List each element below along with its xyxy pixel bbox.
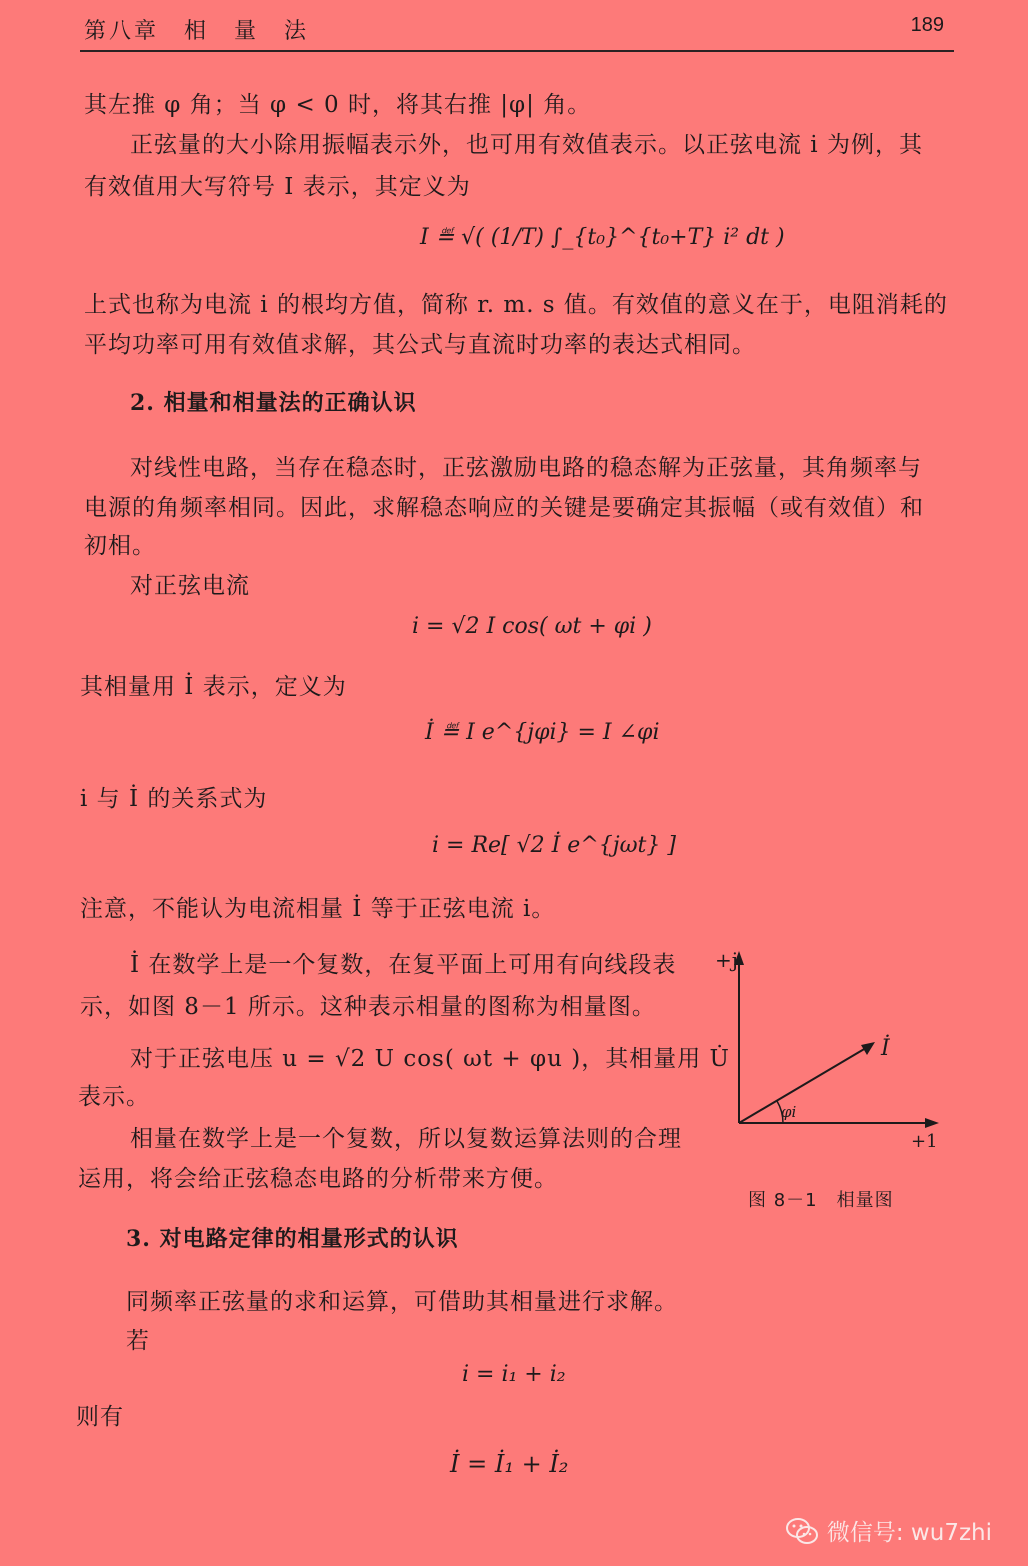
phasor-sum-formula: İ = İ₁ + İ₂ — [450, 1450, 569, 1478]
paragraph-line: 电源的角频率相同。因此，求解稳态响应的关键是要确定其振幅（或有效值）和 — [84, 495, 924, 521]
rms-definition-formula: I ≝ √( (1/T) ∫_{t₀}^{t₀+T} i² dt ) — [420, 225, 785, 250]
figure-caption: 图 8－1 相量图 — [748, 1190, 894, 1211]
section-heading: 3. 对电路定律的相量形式的认识 — [126, 1226, 459, 1252]
paragraph-line: 注意，不能认为电流相量 İ 等于正弦电流 i。 — [80, 896, 556, 922]
vector-label: İ — [881, 1036, 890, 1061]
real-axis-label: +1 — [911, 1131, 938, 1152]
section-heading: 2. 相量和相量法的正确认识 — [130, 390, 417, 416]
paragraph-line: 其左推 φ 角；当 φ < 0 时，将其右推 |φ| 角。 — [84, 92, 592, 118]
paragraph-line: 对于正弦电压 u = √2 U cos( ωt + φu )，其相量用 U̇ — [130, 1046, 730, 1072]
header-divider — [80, 50, 954, 52]
phasor-diagram — [715, 945, 950, 1155]
paragraph-line: 上式也称为电流 i 的根均方值，简称 r. m. s 值。有效值的意义在于，电阻消耗的 — [84, 292, 948, 318]
watermark-text: 微信号: wu7zhi — [826, 1520, 992, 1546]
angle-label: φi — [781, 1103, 797, 1121]
chapter-title: 第八章 相 量 法 — [84, 19, 310, 44]
paragraph-line: 同频率正弦量的求和运算，可借助其相量进行求解。 — [126, 1289, 678, 1315]
phasor-definition-formula: İ ≝ I e^{jφi} = I ∠φi — [425, 720, 660, 745]
paragraph-line: 若 — [126, 1328, 150, 1354]
paragraph-line: 表示。 — [78, 1084, 150, 1110]
paragraph-line: İ 在数学上是一个复数，在复平面上可用有向线段表 — [130, 952, 677, 978]
phasor-vector-arrow — [861, 1042, 875, 1055]
paragraph-line: i 与 İ 的关系式为 — [80, 786, 268, 812]
paragraph-line: 则有 — [76, 1404, 124, 1430]
paragraph-line: 对线性电路，当存在稳态时，正弦激励电路的稳态解为正弦量，其角频率与 — [130, 455, 922, 481]
paragraph-line: 其相量用 İ 表示，定义为 — [80, 674, 347, 700]
paragraph-line: 平均功率可用有效值求解，其公式与直流时功率的表达式相同。 — [84, 332, 756, 358]
paragraph-line: 有效值用大写符号 I 表示，其定义为 — [84, 174, 471, 200]
imaginary-axis-label: +j — [715, 948, 738, 972]
real-axis-arrow — [925, 1118, 939, 1128]
paragraph-line: 运用，将会给正弦稳态电路的分析带来方便。 — [78, 1166, 558, 1192]
current-formula: i = √2 I cos( ωt + φi ) — [412, 614, 652, 639]
watermark — [785, 1514, 992, 1547]
wechat-icon — [785, 1516, 819, 1546]
phasor-vector — [739, 1045, 871, 1123]
paragraph-line: 对正弦电流 — [130, 573, 250, 599]
paragraph-line: 示，如图 8－1 所示。这种表示相量的图称为相量图。 — [80, 994, 656, 1020]
sum-formula: i = i₁ + i₂ — [462, 1362, 566, 1387]
paragraph-line: 相量在数学上是一个复数，所以复数运算法则的合理 — [130, 1126, 682, 1152]
paragraph-line: 初相。 — [84, 533, 156, 559]
paragraph-line: 正弦量的大小除用振幅表示外，也可用有效值表示。以正弦电流 i 为例，其 — [130, 132, 923, 158]
page-number: 189 — [910, 14, 944, 36]
relation-formula: i = Re[ √2 İ e^{jωt} ] — [432, 833, 676, 858]
